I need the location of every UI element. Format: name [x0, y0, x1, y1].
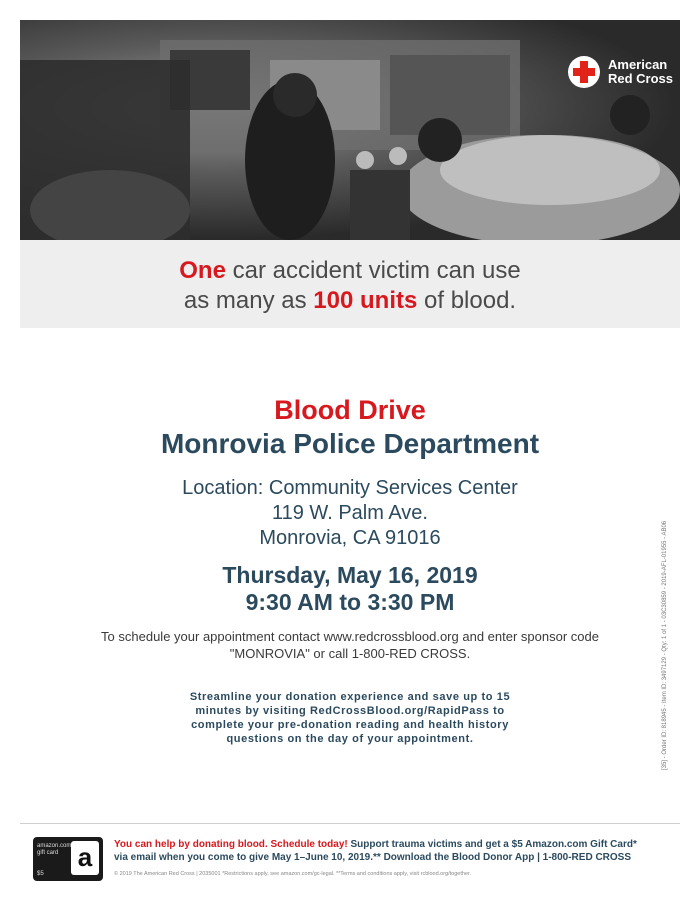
address-line1: 119 W. Palm Ave. — [271, 502, 428, 524]
event-title: Blood Drive — [274, 395, 426, 425]
logo-line1: American — [608, 57, 668, 72]
rapidpass-line3: complete your pre-donation reading and health history — [191, 719, 509, 731]
event-host: Monrovia Police Department — [160, 428, 540, 459]
schedule-instructions — [30, 628, 670, 662]
event-location — [0, 476, 700, 551]
giftcard-amount: $5 — [37, 871, 44, 877]
american-red-cross-logo — [568, 56, 673, 88]
event-datetime — [0, 562, 700, 616]
banner-line1 — [20, 256, 680, 286]
hero-photo — [20, 20, 680, 240]
footer-promo — [114, 838, 679, 864]
footer-line1 — [114, 838, 679, 851]
banner-highlight-one: One — [179, 257, 226, 284]
footer-text1: Support trauma victims and get a $5 Amazon.com Gift Card* — [347, 839, 637, 850]
rapidpass-line2: minutes by visiting RedCrossBlood.org/RapidPass to — [195, 705, 505, 717]
giftcard-brand — [37, 843, 71, 878]
statistic-banner — [20, 240, 680, 328]
order-id-vertical-text: [35] - Order ID: 818945 - Item ID: 3497129 - Qty: 1 of 1 - 03C30859 - 2019-AFL-01955 - AB06 — [662, 520, 668, 770]
amazon-a-icon: a — [71, 841, 99, 875]
banner-text1: car accident victim can use — [225, 257, 521, 284]
location-line: Location: Community Services Center — [182, 477, 518, 499]
schedule-line1: To schedule your appointment contact www.redcrossblood.org and enter sponsor code — [101, 629, 599, 644]
footer-fine-print: © 2019 The American Red Cross | 2035001 *Restrictions apply, see amazon.com/gc-legal. **Terms and conditions apply, visit rcblood.org/together. — [114, 871, 472, 877]
rapidpass-line4: questions on the day of your appointment. — [226, 733, 474, 745]
rapidpass-line1: Streamline your donation experience and save up to 15 — [189, 691, 511, 703]
footer-red-text: You can help by donating blood. Schedule today! — [114, 839, 348, 850]
footer-divider — [20, 823, 680, 824]
schedule-line2: "MONROVIA" or call 1-800-RED CROSS. — [229, 646, 471, 661]
amazon-gift-card-image — [33, 837, 103, 881]
address-line2: Monrovia, CA 91016 — [259, 527, 441, 549]
banner-text3: of blood. — [417, 287, 517, 314]
banner-text2: as many as — [183, 287, 314, 314]
footer-text2: via email when you come to give May 1–June 10, 2019.** — [114, 852, 384, 863]
accident-scene-illustration — [20, 20, 680, 240]
giftcard-sub-text: gift card — [37, 850, 59, 856]
logo-line2: Red Cross — [608, 71, 674, 86]
rapidpass-note — [175, 690, 525, 746]
giftcard-brand-text: amazon.com — [37, 843, 72, 849]
red-cross-icon — [568, 56, 600, 88]
event-date: Thursday, May 16, 2019 — [222, 562, 478, 588]
footer-line2 — [114, 851, 679, 864]
banner-highlight-units: 100 units — [313, 287, 418, 314]
footer-app-line: Download the Blood Donor App | 1-800-RED CROSS — [383, 852, 632, 863]
event-time: 9:30 AM to 3:30 PM — [245, 589, 455, 615]
banner-line2 — [20, 286, 680, 316]
